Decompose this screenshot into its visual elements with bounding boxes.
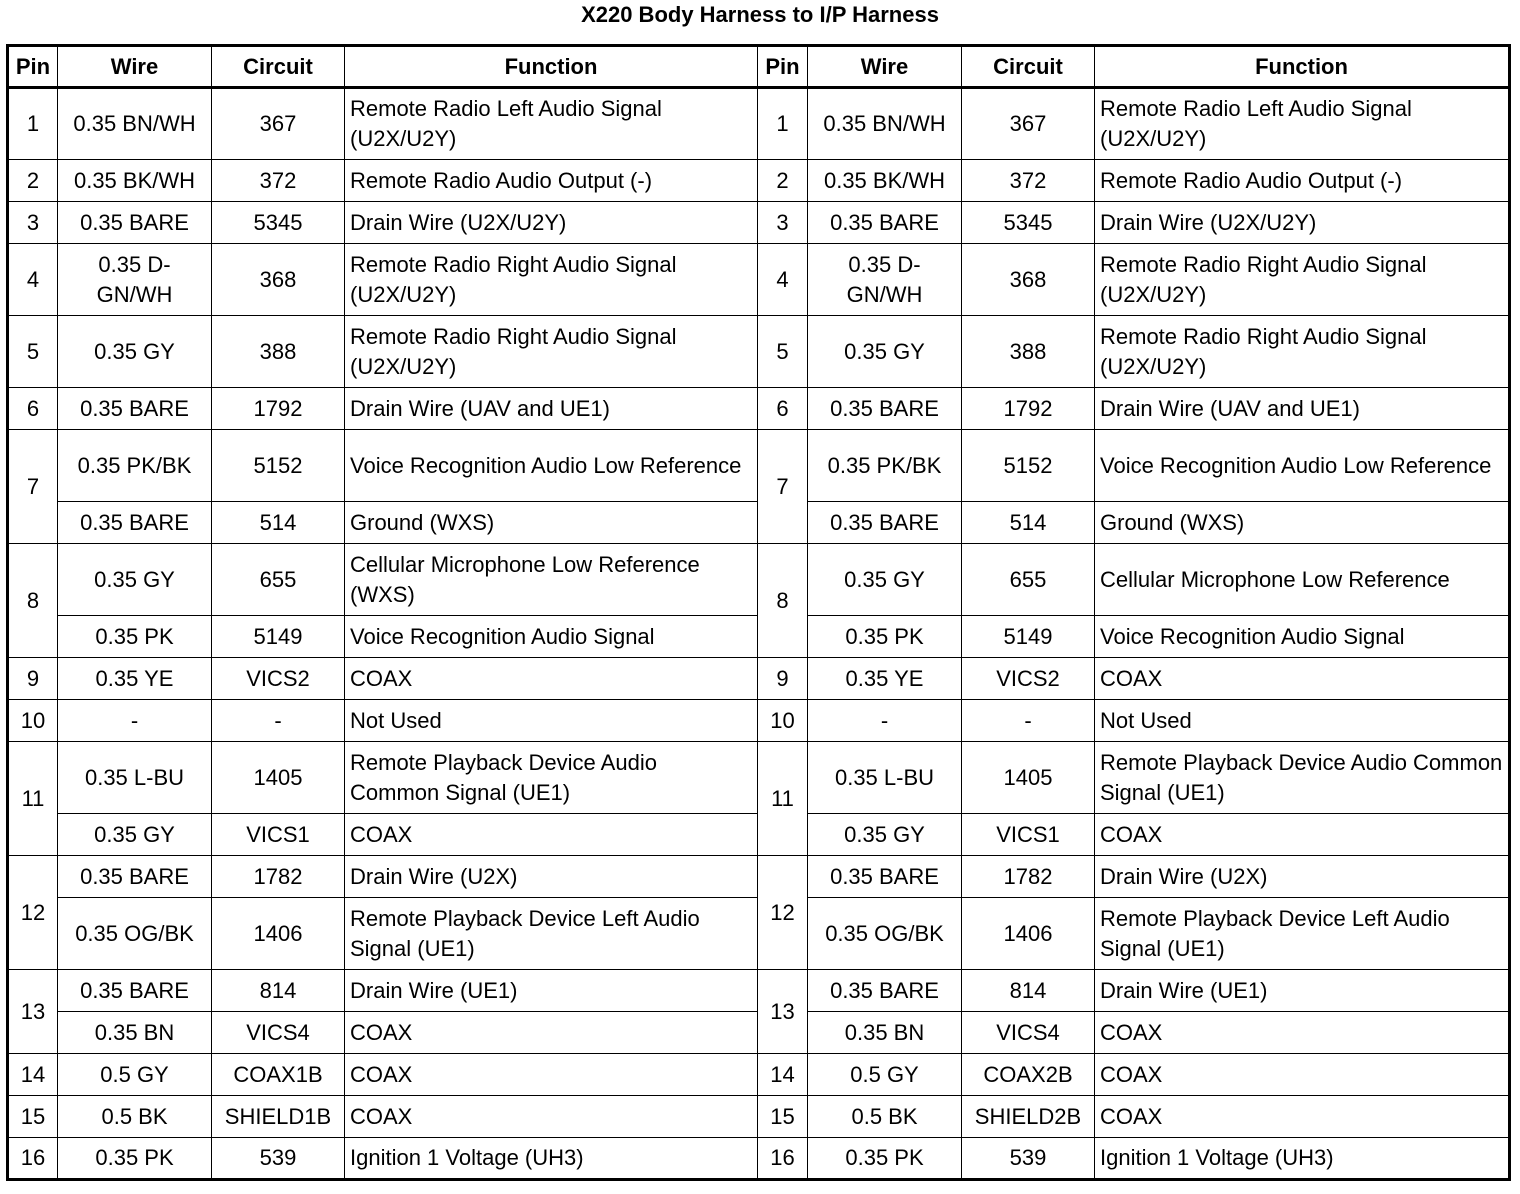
function-cell: COAX [345, 1012, 758, 1054]
function-cell: Drain Wire (UE1) [345, 970, 758, 1012]
circuit-cell: 1406 [962, 898, 1095, 970]
circuit-cell: 1406 [212, 898, 345, 970]
circuit-cell: 372 [962, 160, 1095, 202]
pin-number: 14 [758, 1054, 808, 1096]
wire-cell: 0.35 L-BU [58, 742, 212, 814]
table-row [8, 658, 1510, 700]
pin-number: 1 [758, 88, 808, 160]
circuit-cell: 5149 [212, 616, 345, 658]
function-cell: Voice Recognition Audio Low Reference [345, 430, 758, 502]
wire-cell: 0.35 BK/WH [58, 160, 212, 202]
function-cell: Drain Wire (UAV and UE1) [345, 388, 758, 430]
wire-cell: 0.35 BARE [808, 970, 962, 1012]
wire-cell: 0.35 BARE [808, 856, 962, 898]
wire-cell: 0.35 PK/BK [808, 430, 962, 502]
circuit-cell: 5345 [962, 202, 1095, 244]
wire-cell: 0.35 BARE [808, 388, 962, 430]
function-cell: COAX [345, 658, 758, 700]
wire-cell: 0.35 BARE [808, 202, 962, 244]
pin-number: 2 [8, 160, 58, 202]
pin-number: 6 [758, 388, 808, 430]
function-cell: Remote Radio Right Audio Signal (U2X/U2Y) [345, 316, 758, 388]
function-cell: Remote Playback Device Audio Common Signal (UE1) [1095, 742, 1510, 814]
function-cell: Remote Radio Right Audio Signal (U2X/U2Y) [345, 244, 758, 316]
wire-cell: 0.35 BN/WH [58, 88, 212, 160]
pin-number: 12 [8, 856, 58, 970]
function-cell: Remote Radio Right Audio Signal (U2X/U2Y) [1095, 316, 1510, 388]
circuit-cell: 5152 [962, 430, 1095, 502]
wire-cell: 0.35 PK [808, 1138, 962, 1180]
pin-number: 2 [758, 160, 808, 202]
wire-cell: 0.35 GY [808, 814, 962, 856]
function-cell: Cellular Microphone Low Reference (WXS) [345, 544, 758, 616]
header-function: Function [345, 46, 758, 88]
function-cell: Remote Radio Left Audio Signal (U2X/U2Y) [1095, 88, 1510, 160]
circuit-cell: 655 [962, 544, 1095, 616]
function-cell: COAX [1095, 814, 1510, 856]
function-cell: Voice Recognition Audio Signal [345, 616, 758, 658]
pin-number: 5 [8, 316, 58, 388]
pinout-body [8, 88, 1510, 1180]
table-row [8, 430, 1510, 502]
wire-cell: 0.35 BARE [58, 970, 212, 1012]
function-cell: Remote Playback Device Left Audio Signal (UE1) [1095, 898, 1510, 970]
pin-number: 3 [758, 202, 808, 244]
wire-cell: - [808, 700, 962, 742]
pin-number: 13 [8, 970, 58, 1054]
wire-cell: 0.35 YE [808, 658, 962, 700]
function-cell: Voice Recognition Audio Low Reference [1095, 430, 1510, 502]
circuit-cell: 1792 [962, 388, 1095, 430]
wire-cell: 0.35 YE [58, 658, 212, 700]
header-pin: Pin [8, 46, 58, 88]
pin-number: 4 [8, 244, 58, 316]
pin-number: 15 [8, 1096, 58, 1138]
function-cell: COAX [345, 1096, 758, 1138]
wire-cell: 0.35 OG/BK [808, 898, 962, 970]
table-row [8, 1138, 1510, 1180]
circuit-cell: 1405 [212, 742, 345, 814]
wire-cell: 0.35 BN [808, 1012, 962, 1054]
wire-cell: 0.35 L-BU [808, 742, 962, 814]
wire-cell: 0.5 GY [808, 1054, 962, 1096]
header-circuit: Circuit [212, 46, 345, 88]
circuit-cell: 814 [212, 970, 345, 1012]
table-row [8, 700, 1510, 742]
wire-cell: 0.35 BARE [58, 202, 212, 244]
wire-cell: 0.5 BK [808, 1096, 962, 1138]
circuit-cell: VICS1 [962, 814, 1095, 856]
wire-cell: - [58, 700, 212, 742]
function-cell: Drain Wire (UE1) [1095, 970, 1510, 1012]
circuit-cell: 1782 [212, 856, 345, 898]
circuit-cell: VICS2 [962, 658, 1095, 700]
pin-number: 6 [8, 388, 58, 430]
circuit-cell: 368 [962, 244, 1095, 316]
pin-number: 7 [758, 430, 808, 544]
header-wire: Wire [808, 46, 962, 88]
function-cell: Remote Radio Right Audio Signal (U2X/U2Y) [1095, 244, 1510, 316]
header-row [8, 46, 1510, 88]
function-cell: COAX [1095, 1054, 1510, 1096]
function-cell: COAX [345, 814, 758, 856]
circuit-cell: 388 [962, 316, 1095, 388]
table-row [8, 1096, 1510, 1138]
wire-cell: 0.5 BK [58, 1096, 212, 1138]
circuit-cell: 1782 [962, 856, 1095, 898]
table-row [8, 244, 1510, 316]
circuit-cell: - [212, 700, 345, 742]
pin-number: 1 [8, 88, 58, 160]
wire-cell: 0.35 BARE [58, 388, 212, 430]
circuit-cell: 655 [212, 544, 345, 616]
table-row [8, 544, 1510, 616]
circuit-cell: 1405 [962, 742, 1095, 814]
wire-cell: 0.35 BARE [58, 502, 212, 544]
wire-cell: 0.35 PK [58, 1138, 212, 1180]
wire-cell: 0.35 BN [58, 1012, 212, 1054]
wire-cell: 0.5 GY [58, 1054, 212, 1096]
function-cell: Remote Radio Left Audio Signal (U2X/U2Y) [345, 88, 758, 160]
wire-cell: 0.35 BARE [808, 502, 962, 544]
function-cell: Remote Playback Device Left Audio Signal (UE1) [345, 898, 758, 970]
pin-number: 9 [8, 658, 58, 700]
circuit-cell: 372 [212, 160, 345, 202]
function-cell: COAX [1095, 658, 1510, 700]
function-cell: Drain Wire (U2X/U2Y) [345, 202, 758, 244]
pin-number: 14 [8, 1054, 58, 1096]
function-cell: Not Used [1095, 700, 1510, 742]
circuit-cell: VICS2 [212, 658, 345, 700]
circuit-cell: 5149 [962, 616, 1095, 658]
function-cell: COAX [1095, 1096, 1510, 1138]
circuit-cell: VICS1 [212, 814, 345, 856]
table-row [8, 742, 1510, 814]
function-cell: Remote Radio Audio Output (-) [345, 160, 758, 202]
pinout-table [6, 44, 1511, 1181]
pin-number: 9 [758, 658, 808, 700]
wire-cell: 0.35 PK [58, 616, 212, 658]
table-row [8, 856, 1510, 898]
wire-cell: 0.35 GY [58, 544, 212, 616]
function-cell: Drain Wire (U2X) [1095, 856, 1510, 898]
table-row [8, 202, 1510, 244]
pin-number: 16 [8, 1138, 58, 1180]
circuit-cell: 5345 [212, 202, 345, 244]
circuit-cell: VICS4 [962, 1012, 1095, 1054]
function-cell: Ignition 1 Voltage (UH3) [345, 1138, 758, 1180]
header-function: Function [1095, 46, 1510, 88]
pin-number: 16 [758, 1138, 808, 1180]
wire-cell: 0.35 PK [808, 616, 962, 658]
wire-cell: 0.35 D-GN/WH [58, 244, 212, 316]
circuit-cell: 514 [962, 502, 1095, 544]
wire-cell: 0.35 D-GN/WH [808, 244, 962, 316]
wire-cell: 0.35 PK/BK [58, 430, 212, 502]
wire-cell: 0.35 BK/WH [808, 160, 962, 202]
circuit-cell: SHIELD2B [962, 1096, 1095, 1138]
circuit-cell: 368 [212, 244, 345, 316]
pin-number: 13 [758, 970, 808, 1054]
header-circuit: Circuit [962, 46, 1095, 88]
pin-number: 8 [758, 544, 808, 658]
circuit-cell: 367 [212, 88, 345, 160]
pin-number: 10 [758, 700, 808, 742]
function-cell: Remote Radio Audio Output (-) [1095, 160, 1510, 202]
table-row [8, 1054, 1510, 1096]
header-pin: Pin [758, 46, 808, 88]
function-cell: Cellular Microphone Low Reference [1095, 544, 1510, 616]
wire-cell: 0.35 GY [58, 316, 212, 388]
table-row [8, 88, 1510, 160]
pin-number: 3 [8, 202, 58, 244]
wire-cell: 0.35 GY [808, 316, 962, 388]
circuit-cell: 1792 [212, 388, 345, 430]
circuit-cell: 539 [212, 1138, 345, 1180]
function-cell: Drain Wire (UAV and UE1) [1095, 388, 1510, 430]
circuit-cell: COAX2B [962, 1054, 1095, 1096]
table-row [8, 388, 1510, 430]
header-wire: Wire [58, 46, 212, 88]
pin-number: 8 [8, 544, 58, 658]
table-row [8, 970, 1510, 1012]
circuit-cell: 514 [212, 502, 345, 544]
function-cell: COAX [1095, 1012, 1510, 1054]
function-cell: Remote Playback Device Audio Common Signal (UE1) [345, 742, 758, 814]
circuit-cell: 388 [212, 316, 345, 388]
pin-number: 10 [8, 700, 58, 742]
circuit-cell: 539 [962, 1138, 1095, 1180]
circuit-cell: SHIELD1B [212, 1096, 345, 1138]
function-cell: Not Used [345, 700, 758, 742]
pin-number: 15 [758, 1096, 808, 1138]
function-cell: Ignition 1 Voltage (UH3) [1095, 1138, 1510, 1180]
circuit-cell: 814 [962, 970, 1095, 1012]
function-cell: COAX [345, 1054, 758, 1096]
pin-number: 4 [758, 244, 808, 316]
wire-cell: 0.35 BN/WH [808, 88, 962, 160]
circuit-cell: 367 [962, 88, 1095, 160]
pin-number: 7 [8, 430, 58, 544]
table-row [8, 160, 1510, 202]
table-row [8, 316, 1510, 388]
pin-number: 5 [758, 316, 808, 388]
wire-cell: 0.35 GY [58, 814, 212, 856]
pin-number: 12 [758, 856, 808, 970]
circuit-cell: - [962, 700, 1095, 742]
function-cell: Drain Wire (U2X) [345, 856, 758, 898]
circuit-cell: COAX1B [212, 1054, 345, 1096]
wire-cell: 0.35 BARE [58, 856, 212, 898]
document-title: X220 Body Harness to I/P Harness [581, 2, 939, 27]
wire-cell: 0.35 GY [808, 544, 962, 616]
function-cell: Ground (WXS) [1095, 502, 1510, 544]
function-cell: Ground (WXS) [345, 502, 758, 544]
function-cell: Drain Wire (U2X/U2Y) [1095, 202, 1510, 244]
circuit-cell: 5152 [212, 430, 345, 502]
function-cell: Voice Recognition Audio Signal [1095, 616, 1510, 658]
circuit-cell: VICS4 [212, 1012, 345, 1054]
wire-cell: 0.35 OG/BK [58, 898, 212, 970]
pin-number: 11 [758, 742, 808, 856]
pin-number: 11 [8, 742, 58, 856]
